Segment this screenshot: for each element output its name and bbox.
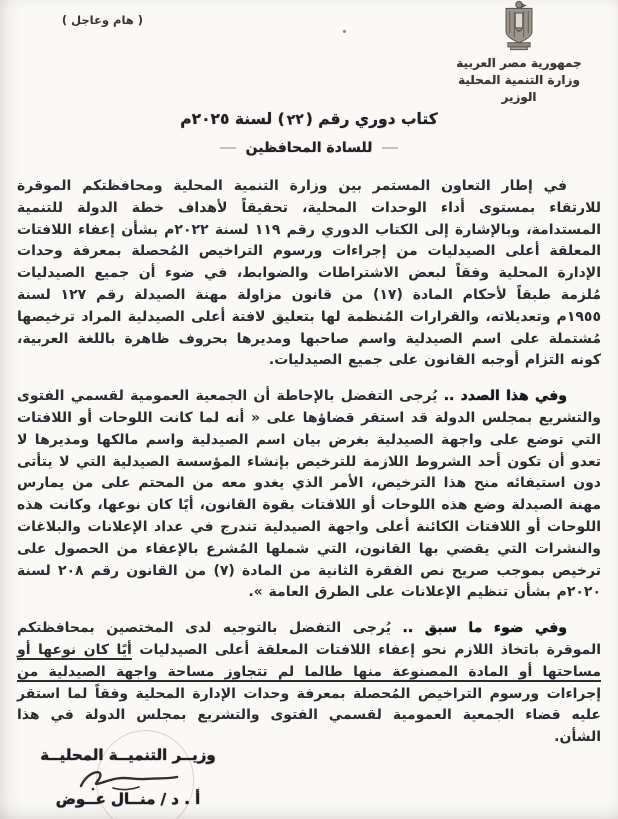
paragraph-2 [17,386,601,604]
paragraph-3-lead: وفي ضوء ما سبق .. [390,620,567,637]
title-suffix: ) لسنة ٢٠٢٥م [180,110,285,128]
signature-name: أ . د / منــال عــوض [55,790,201,808]
addressee-dash-left [220,147,236,149]
header-office: الوزير [501,90,537,104]
addressee: للسادة المحافظين [245,140,373,156]
handwritten-signature [73,766,183,792]
paragraph-3-tail: إجراءات ورسوم التراخيص المُحصلة بمعرفة وحدات الإدارة المحلية وفقاً لما استقر عليه قضاء الجمعية العمومية لقسمي الفتوى والتشريع بمجلس الدولة في هذا الشأن. [17,685,601,746]
addressee-row [0,140,618,156]
government-header [434,0,604,106]
paragraph-1-text: في إطار التعاون المستمر بين وزارة التنمية المحلية ومحافظتكم الموقرة للارتقاء بمستوى أداء الوحدات المحلية، تحقيقاً لأهداف خطة الدولة للتنمية المستدامة، وبالإشارة إلى الكتاب الدوري رقم ١١٩ لسنة ٢٠٢٢م بشأن إعفاء اللافتات المعلقة أعلى الصيدليات من إجراءات ورسوم التراخيص المُحصلة بمعرفة وحدات الإدارة المحلية وفقاً لبعض الاشتراطات والضوابط، في ضوء أن جميع الصيدليات مُلزمة طبقاً لأحكام المادة (١٧) من قانون مزاولة مهنة الصيدلة رقم ١٢٧ لسنة ١٩٥٥م وتعديلاته، والقرارات المُنظمة لها بتعليق لافتة أعلى الصيدلية المراد ترخيصها مُشتملة على اسم الصيدلية واسم صاحبها ومديرها بحروف ظاهرة باللغة العربية، كونه التزام أوجبه القانون على جميع الصيدليات. [17,178,601,369]
paragraph-2-lead: وفي هذا الصدد .. [437,388,567,405]
urgency-note: ( هام وعاجل ) [61,13,143,27]
addressee-dash-right [382,147,398,149]
paragraph-1 [17,176,601,372]
header-country: جمهورية مصر العربية [456,56,582,70]
egypt-eagle-emblem [434,0,604,52]
paragraph-2-text: يُرجى التفضل بالإحاطة أن الجمعية العمومية لقسمي الفتوى والتشريع بمجلس الدولة قد استقر قضاؤها على « أنه لما كانت اللوحات أو اللافتات التي توضع على واجهة الصيدلية بغرض بيان اسم الصيدلية واسم مالكها ومديرها لا تعدو أن تكون أحد الشروط اللازمة للترخيص بإنشاء المؤسسة الصيدلية التي لا يتأتى دون استيفائه منح هذا الترخيص، الأمر الذي يغدو معه من المحتم على من يمارس مهنة الصيدلة وضع هذه اللوحات أو اللافتات بقوة القانون، أيًا كان نوعها، وكانت هذه اللوحات أو اللافتات الكائنة أعلى واجهة الصيدلية تندرج في عداد الإعلانات والبلاغات والنشرات التي يقضي بها القانون، التي شملها المُشرع بالإعفاء من الحصول على ترخيص بموجب صريح نص الفقرة الثانية من المادة (٧) من القانون رقم ٢٠٨ لسنة ٢٠٢٠م بشأن تنظيم الإعلانات على الطرق العامة ». [17,388,601,601]
letter-body [17,176,601,749]
document-title [0,110,618,128]
paragraph-3-underlined-clause: أيًا كان نوعها أو مساحتها أو المادة المصنوعة منها طالما لم تتجاوز مساحة واجهة الصيدلية من [17,641,601,680]
scan-artifact-dot [343,30,346,33]
header-ministry: وزارة التنمية المحلية [458,73,580,87]
document-header-row [0,0,618,104]
title-handwritten-number: ٢٢ [285,111,305,129]
signature-block [28,746,228,808]
paragraph-3-text: يُرجى التفضل بالتوجيه لدى المختصين بمحافظتكم الموقرة باتخاذ اللازم نحو إعفاء اللافتات المعلقة أعلى الصيدليات [17,620,601,658]
paragraph-3 [17,618,601,749]
title-prefix: كتاب دوري رقم ( [305,110,438,128]
signature-title: وزيــر التنميــة المحليــة [40,746,216,764]
